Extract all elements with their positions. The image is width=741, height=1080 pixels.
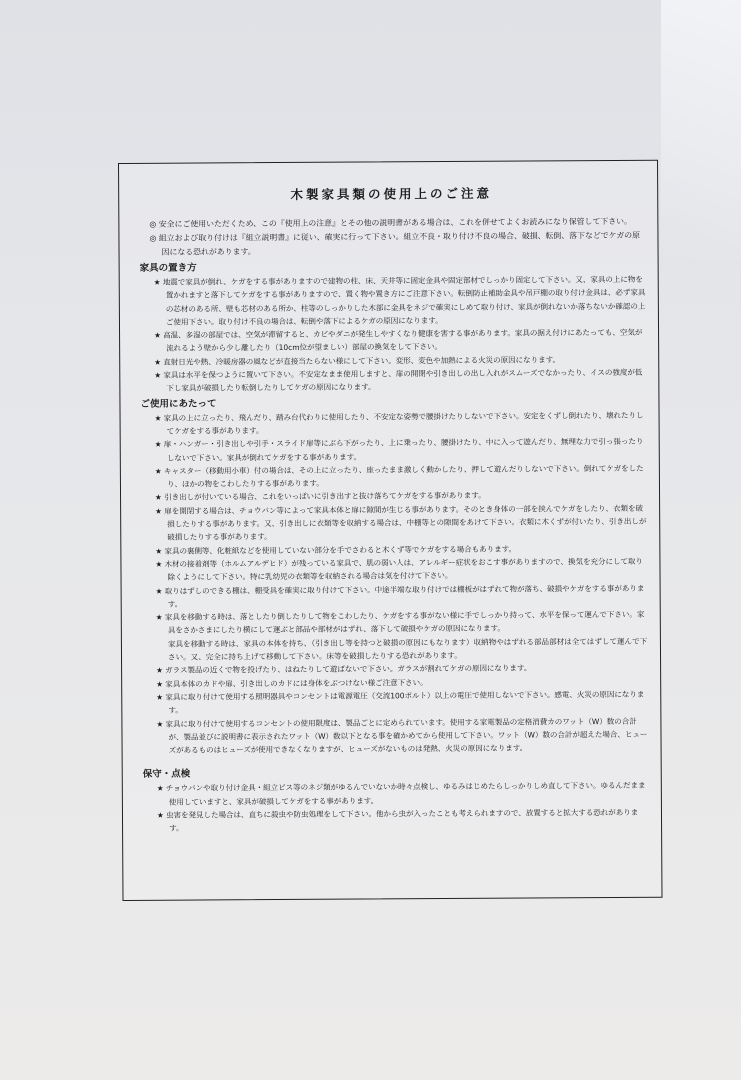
list-item: ★ 家具の裏側等、化粧紙などを使用していない部分を手でさわると木くず等でケガをする場合もあります。	[155, 544, 517, 556]
list-item: ★ 家具に取り付けて使用する照明器具やコンセントは電源電圧（交流100ボルト）以上の電圧で使用しないで下さい。感電、火災の原因になります。	[156, 689, 645, 715]
list-item: ★ ガラス製品の近くで物を投げたり、はねたりして遊ばないで下さい。ガラスが割れてケガの原因になります。	[156, 663, 532, 676]
list-item: ★ 直射日光や熱、冷暖房器の風などが直接当たらない様にして下さい。変形、変色や加熱による火災の原因になります。	[154, 355, 561, 367]
list-item: ★ 家具の上に立ったり、飛んだり、踏み台代わりに使用したり、不安定な姿勢で腰掛けたりしないで下さい。安定をくずし倒れたり、壊れたりしてケガをする事があります。	[154, 410, 644, 436]
list-item: ★ チョウバンや取り付け金具・組立ビス等のネジ類がゆるんでいないか時々点検し、ゆるみはじめたらしっかりしめ直して下さい。ゆるんだまま使用していますと、家具が破損してケガをする事があります。	[156, 781, 646, 807]
list-item: ★ 虫害を発見した場合は、直ちに殺虫や防虫処理をして下さい。他から虫が入ったことも考えられますので、放置すると拡大する恐れがあります。	[156, 807, 639, 833]
section-heading-usage: ご使用にあたって	[140, 398, 217, 410]
adjacent-page-edge	[661, 0, 741, 260]
section-heading-maintenance: 保守・点検	[142, 768, 191, 781]
list-item: ★ キャスター（移動用小車）付の場合は、その上に立ったり、座ったまま激しく動かしたり、押して遊んだりしないで下さい。倒れてケガをしたり、ほかの物をこわしたりする事があります。	[154, 463, 644, 489]
list-item: ★ 家具は水平を保つように置いて下さい。不安定なまま使用しますと、扉の開閉や引き出しの出し入れがスムーズでなかったり、イスの強度が低下し家具が破損したり転倒したりしてケガの原因になります。	[154, 367, 643, 394]
section-heading-placement: 家具の置き方	[139, 262, 197, 274]
document-title: 木製家具類の使用上のご注意	[290, 185, 492, 202]
intro-item: ◎ 安全にご使用いただくため、この『使用上の注意』とその他の説明書がある場合は、これを併せてよくお読みになり保管して下さい。	[149, 216, 632, 229]
list-item: ★ 地震で家具が倒れ、ケガをする事がありますので建物の柱、床、天井等に固定金具や固定部材でしっかり固定して下さい。又、家具の上に物を置かれますと落下してケガをする事がありますので、置く物や置き方にご注意下さい。転倒防止補助金具や吊戸棚の取り付け金具は、必ず家具の芯材のある所、壁も芯材のある所か、柱等のしっかりした木部に金具をネジで確実にしめて取り付け、家具が倒れないか落ちないか確認の上ご使用下さい。取り付け不良の場合は、転倒や落下によるケガの原因になります。	[153, 274, 646, 327]
list-item: ★ 扉・ハンガー・引き出しや引手・スライド扉等にぶら下がったり、上に乗ったり、腰掛けたり、中に入って遊んだり、無理な力で引っ張ったりしないで下さい。家具が倒れてケガをする事があります。	[154, 437, 644, 463]
list-item: ★ 取りはずしのできる棚は、棚受具を確実に取り付けて下さい。中途半端な取り付けでは棚板がはずれて物が落ち、破損やケガをする事があります。	[155, 583, 645, 609]
list-item: ★ 高温、多湿の部屋では、空気が滞留すると、カビやダニが発生しやすくなり健康を害する事があります。家具の据え付けにあたっても、空気が流れるよう壁から少し離したり（10cm位が望ましい）部屋の換気をして下さい。	[154, 327, 643, 354]
list-item: ★ 家具本体のカドや扉、引き出しのカドには身体をぶつけない様ご注意下さい。	[156, 677, 428, 689]
intro-item: ◎ 組立および取り付けは『組立説明書』に従い、確実に行って下さい。組立不良・取り付け不良の場合、破損、転倒、落下などでケガの原因になる恐れがあります。	[149, 230, 641, 257]
list-item: ★ 木材の接着剤等（ホルムアルデヒド）が残っている家具で、肌の弱い人は、アレルギー症状をおこす事がありますので、換気を充分にして取り除くようにして下さい。特に乳幼児の衣類等を収納される場合は気を付けて下さい。	[155, 556, 643, 582]
list-item: ★ 引き出しが付いている場合、これをいっぱいに引き出すと抜け落ちてケガをする事があります。	[155, 491, 486, 503]
list-item: ★ 家具を移動する時は、落としたり倒したりして物をこわしたり、ケガをする事がない様に手でしっかり持って、水平を保って運んで下さい。家具をさかさまにしたり横にして運ぶと部品や部材がはずれ、落下して破損やケガの原因になります。	[155, 609, 645, 636]
moving-paragraph: 家具を移動する時は、家具の本体を持ち、（引き出し等を持つと破損の原因にもなります）収納物やはずれる部品部材は全てはずして運んで下さい。又、完全に持ち上げて移動して下さい。床等を破損したりする恐れがあります。	[167, 636, 648, 662]
list-item: ★ 扉を開閉する場合は、チョウバン等によって家具本体と扉に隙間が生じる事があります。そのとき身体の一部を挟んでケガをしたり、衣類を破損したりする事があります。又、引き出しに衣類等を収納する場合は、中棚等との隙間をあけて下さい。衣類に木くずが付いたり、引き出しが破損したりする事があります。	[155, 503, 647, 543]
list-item: ★ 家具に取り付けて使用するコンセントの使用限度は、製品ごとに定められています。使用する家電製品の定格消費カのワット（W）数の合計が、製品並びに説明書に表示されたワット（W）数以下となる事を確かめてから使用して下さい。ワット（W）数の合計が超えた場合、ヒューズがあるものはヒューズが使用できなくなりますが、ヒューズがないものは発熱、火災の原因になります。	[156, 716, 648, 755]
notice-box	[118, 160, 662, 901]
